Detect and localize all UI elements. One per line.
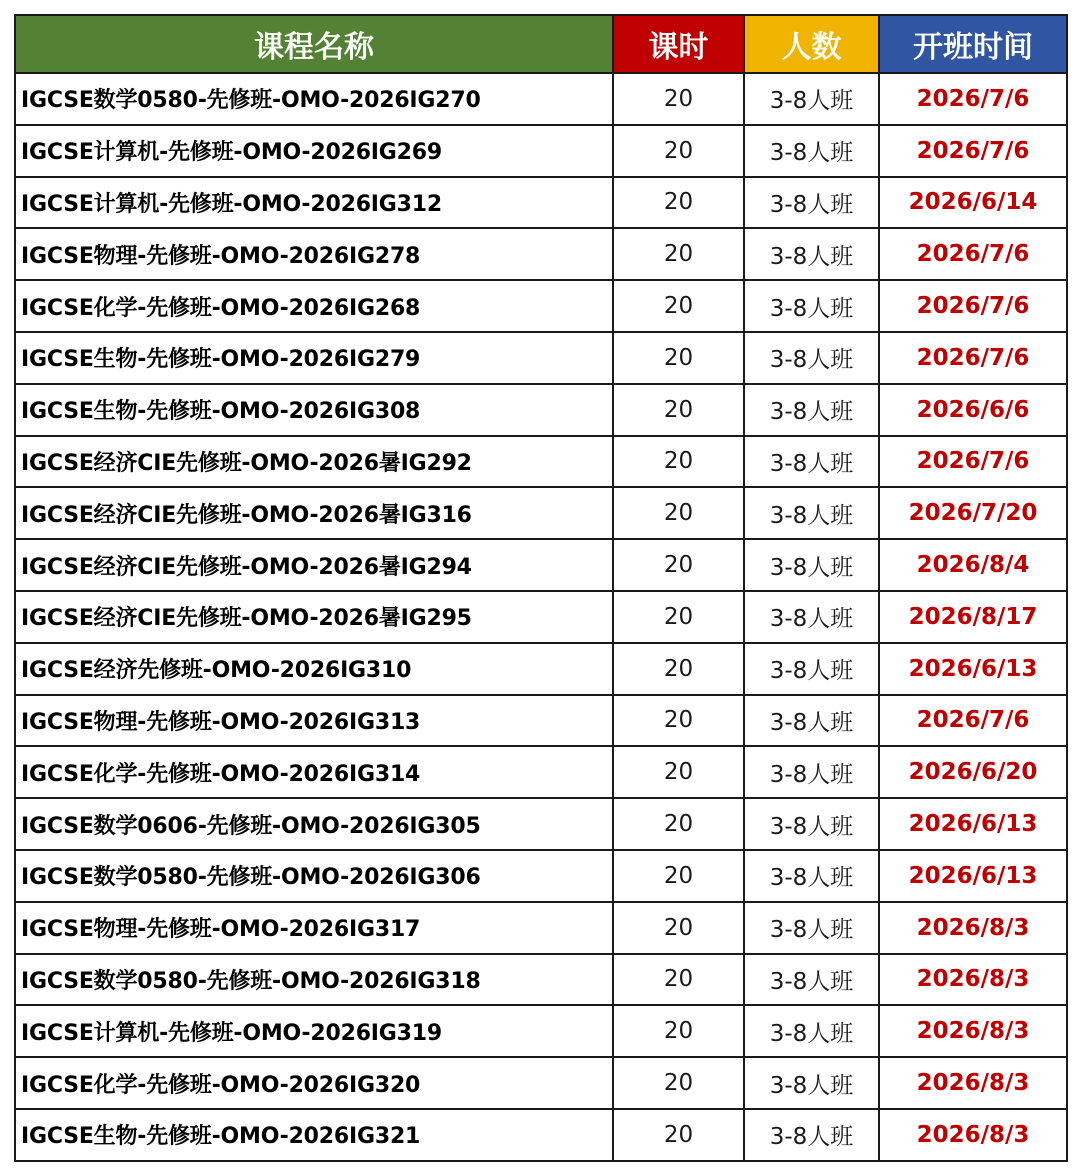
table-row [15,643,1067,695]
start-date-cell: 2026/7/6 [879,332,1067,384]
class-size-cell: 3-8人班 [744,73,879,125]
class-size-cell: 3-8人班 [744,125,879,177]
table-row [15,695,1067,747]
class-size-cell: 3-8人班 [744,798,879,850]
hours-cell: 20 [613,125,744,177]
hours-cell: 20 [613,695,744,747]
header-course-name: 课程名称 [15,15,613,73]
start-date-cell: 2026/7/6 [879,695,1067,747]
table-row [15,384,1067,436]
start-date-cell: 2026/8/3 [879,1005,1067,1057]
class-size-cell: 3-8人班 [744,954,879,1006]
course-name-cell: IGCSE数学0580-先修班-OMO-2026IG270 [15,73,613,125]
course-name-cell: IGCSE数学0580-先修班-OMO-2026IG318 [15,954,613,1006]
hours-cell: 20 [613,902,744,954]
table-row [15,280,1067,332]
class-size-cell: 3-8人班 [744,436,879,488]
start-date-cell: 2026/6/13 [879,798,1067,850]
hours-cell: 20 [613,1005,744,1057]
table-row [15,954,1067,1006]
table-row [15,850,1067,902]
table-row [15,1057,1067,1109]
hours-cell: 20 [613,1109,744,1161]
hours-cell: 20 [613,228,744,280]
hours-cell: 20 [613,436,744,488]
class-size-cell: 3-8人班 [744,539,879,591]
course-name-cell: IGCSE经济CIE先修班-OMO-2026暑IG295 [15,591,613,643]
hours-cell: 20 [613,177,744,229]
course-name-cell: IGCSE物理-先修班-OMO-2026IG278 [15,228,613,280]
course-name-cell: IGCSE经济先修班-OMO-2026IG310 [15,643,613,695]
table-row [15,902,1067,954]
table-row [15,73,1067,125]
start-date-cell: 2026/8/3 [879,1057,1067,1109]
course-name-cell: IGCSE经济CIE先修班-OMO-2026暑IG294 [15,539,613,591]
table-row [15,1109,1067,1161]
header-class-size: 人数 [744,15,879,73]
class-size-cell: 3-8人班 [744,280,879,332]
class-size-cell: 3-8人班 [744,1109,879,1161]
hours-cell: 20 [613,332,744,384]
course-name-cell: IGCSE计算机-先修班-OMO-2026IG269 [15,125,613,177]
course-name-cell: IGCSE数学0580-先修班-OMO-2026IG306 [15,850,613,902]
table-row [15,746,1067,798]
class-size-cell: 3-8人班 [744,591,879,643]
class-size-cell: 3-8人班 [744,1057,879,1109]
course-name-cell: IGCSE物理-先修班-OMO-2026IG313 [15,695,613,747]
course-name-cell: IGCSE经济CIE先修班-OMO-2026暑IG316 [15,487,613,539]
class-size-cell: 3-8人班 [744,487,879,539]
start-date-cell: 2026/6/20 [879,746,1067,798]
start-date-cell: 2026/7/6 [879,280,1067,332]
hours-cell: 20 [613,798,744,850]
table-row [15,591,1067,643]
class-size-cell: 3-8人班 [744,177,879,229]
table-row [15,539,1067,591]
table-row [15,487,1067,539]
hours-cell: 20 [613,1057,744,1109]
table-row [15,125,1067,177]
hours-cell: 20 [613,591,744,643]
start-date-cell: 2026/6/6 [879,384,1067,436]
table-row [15,1005,1067,1057]
start-date-cell: 2026/6/13 [879,850,1067,902]
course-name-cell: IGCSE化学-先修班-OMO-2026IG268 [15,280,613,332]
start-date-cell: 2026/8/4 [879,539,1067,591]
class-size-cell: 3-8人班 [744,1005,879,1057]
header-hours: 课时 [613,15,744,73]
course-name-cell: IGCSE生物-先修班-OMO-2026IG279 [15,332,613,384]
table-row [15,332,1067,384]
table-row [15,798,1067,850]
header-row [15,15,1067,73]
table-row [15,177,1067,229]
course-name-cell: IGCSE物理-先修班-OMO-2026IG317 [15,902,613,954]
hours-cell: 20 [613,954,744,1006]
header-start-date: 开班时间 [879,15,1067,73]
class-size-cell: 3-8人班 [744,384,879,436]
hours-cell: 20 [613,746,744,798]
course-name-cell: IGCSE计算机-先修班-OMO-2026IG312 [15,177,613,229]
course-name-cell: IGCSE经济CIE先修班-OMO-2026暑IG292 [15,436,613,488]
table-body [15,73,1067,1161]
course-name-cell: IGCSE化学-先修班-OMO-2026IG320 [15,1057,613,1109]
course-name-cell: IGCSE化学-先修班-OMO-2026IG314 [15,746,613,798]
hours-cell: 20 [613,73,744,125]
start-date-cell: 2026/6/13 [879,643,1067,695]
hours-cell: 20 [613,280,744,332]
start-date-cell: 2026/8/3 [879,902,1067,954]
hours-cell: 20 [613,539,744,591]
start-date-cell: 2026/8/17 [879,591,1067,643]
start-date-cell: 2026/8/3 [879,1109,1067,1161]
start-date-cell: 2026/6/14 [879,177,1067,229]
table-row [15,228,1067,280]
class-size-cell: 3-8人班 [744,746,879,798]
class-size-cell: 3-8人班 [744,850,879,902]
class-size-cell: 3-8人班 [744,695,879,747]
start-date-cell: 2026/8/3 [879,954,1067,1006]
hours-cell: 20 [613,384,744,436]
hours-cell: 20 [613,643,744,695]
course-name-cell: IGCSE数学0606-先修班-OMO-2026IG305 [15,798,613,850]
course-schedule-table [14,14,1068,1162]
start-date-cell: 2026/7/6 [879,125,1067,177]
table-row [15,436,1067,488]
start-date-cell: 2026/7/6 [879,73,1067,125]
course-name-cell: IGCSE生物-先修班-OMO-2026IG308 [15,384,613,436]
class-size-cell: 3-8人班 [744,332,879,384]
class-size-cell: 3-8人班 [744,902,879,954]
start-date-cell: 2026/7/6 [879,436,1067,488]
course-name-cell: IGCSE计算机-先修班-OMO-2026IG319 [15,1005,613,1057]
hours-cell: 20 [613,487,744,539]
start-date-cell: 2026/7/20 [879,487,1067,539]
start-date-cell: 2026/7/6 [879,228,1067,280]
hours-cell: 20 [613,850,744,902]
course-name-cell: IGCSE生物-先修班-OMO-2026IG321 [15,1109,613,1161]
class-size-cell: 3-8人班 [744,228,879,280]
class-size-cell: 3-8人班 [744,643,879,695]
